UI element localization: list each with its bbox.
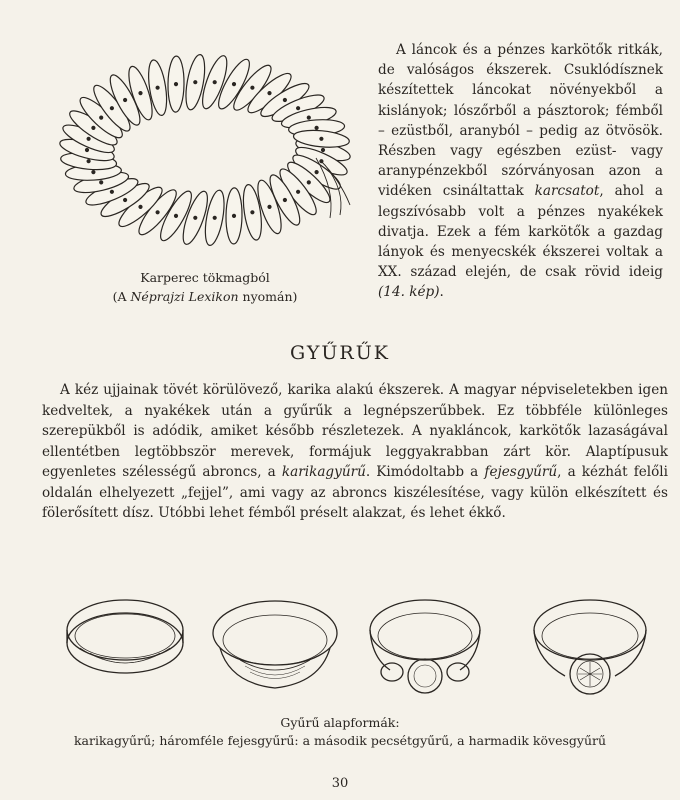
string-hole (100, 116, 103, 119)
string-hole (87, 137, 90, 140)
bracelet-caption-line2 (90, 287, 320, 306)
string-hole (233, 214, 236, 217)
bracelet-text-end: . (439, 284, 444, 301)
rings-paragraph (42, 380, 668, 524)
string-hole (124, 199, 127, 202)
string-hole (124, 99, 127, 102)
rings-text-2: . Kimódoltabb a (365, 464, 485, 480)
string-hole (92, 171, 95, 174)
rings-text-1: A kéz ujjainak tövét körülövező, karika alakú ékszerek. A magyar népviseletekben igen kedveltek, a nyakékek után a gyűrűk a legnépszerűbbek. Ez többféle különleges szerepükből is adódik, amiket később részletezek. A nyakláncok, karkötők lazaságával ellentétben legtöbbször merevek, formájuk leggyakrabban zárt kör. Alaptípusuk egyenletes szélességű abroncs, a (42, 382, 668, 480)
rings-text-3: , a kézhát felőli oldalán elhelyezett „fejjel”, ami vagy az abroncs kiszélesítése, vagy külön elkészített és fölerősített dísz. Utóbbi lehet fémből préselt alakzat, és lehet ékkő. (42, 464, 668, 521)
string-hole (315, 126, 318, 129)
string-hole (139, 92, 142, 95)
string-hole (268, 92, 271, 95)
plain-ring-drawing (67, 600, 183, 673)
rings-caption-line2: karikagyűrű; háromféle fejesgyűrű: a második pecsétgyűrű, a harmadik kövesgyűrű (73, 733, 607, 748)
string-hole (251, 86, 254, 89)
string-hole (233, 83, 236, 86)
string-hole (110, 107, 113, 110)
rings-caption (0, 714, 680, 750)
bracelet-caption-close: nyomán) (238, 289, 298, 304)
string-hole (156, 86, 159, 89)
string-hole (251, 211, 254, 214)
string-hole (92, 126, 95, 129)
string-hole (194, 216, 197, 219)
string-hole (194, 81, 197, 84)
string-hole (297, 190, 300, 193)
bracelet-text-2: , ahol a legszívósabb volt a pénzes nyakékek divatja. Ezek a fém karkötők a gazdag lányok és menyecskék ékszerei voltak a XX. század elején, de csak rövid ideig (378, 183, 663, 281)
bracelet-caption-open: (A (112, 289, 131, 304)
bracelet-caption-source: Néprajzi Lexikon (130, 289, 239, 304)
string-hole (213, 81, 216, 84)
string-hole (283, 99, 286, 102)
widened-head-ring-drawing (213, 601, 337, 688)
rings-caption-line1: Gyűrű alapformák: (280, 715, 400, 730)
string-hole (110, 190, 113, 193)
string-hole (268, 205, 271, 208)
page-number: 30 (331, 776, 349, 791)
bracelet-text-1: A láncok és a pénzes karkötők ritkák, de valóságos ékszerek. Csuklódísznek készítettek láncokat növényekből a kislányok; lószőrből a pásztorok; fémből – ezüstből, aranyból – pedig az ötvösök. Részben vagy egészben ezüst- vagy aranypénzekből szórványosan azon a vidéken csináltattak (378, 42, 663, 200)
bracelet-caption-line1: Karperec tökmagból (140, 270, 270, 285)
section-title: GYŰRŰK (290, 342, 390, 364)
string-hole (87, 160, 90, 163)
string-hole (322, 149, 325, 152)
string-hole (320, 137, 323, 140)
string-hole (86, 149, 89, 152)
string-hole (100, 181, 103, 184)
ring-types-illustration (60, 588, 670, 708)
bracelet-term-karcsat: karcsatot (534, 183, 600, 200)
term-karikagyuru: karikagyűrű (281, 464, 366, 480)
string-hole (297, 107, 300, 110)
string-hole (315, 171, 318, 174)
string-hole (213, 216, 216, 219)
image-reference: (14. kép) (378, 284, 440, 301)
pumpkin-seed-bracelet-illustration (40, 40, 370, 265)
signet-ring-drawing (370, 600, 480, 693)
string-hole (307, 116, 310, 119)
stone-ring-drawing (534, 600, 646, 694)
string-hole (307, 181, 310, 184)
string-hole (283, 199, 286, 202)
string-hole (139, 205, 142, 208)
term-fejesgyuru: fejesgyűrű (484, 464, 558, 480)
bracelet-paragraph (378, 40, 663, 303)
bracelet-caption (90, 268, 320, 306)
string-hole (175, 83, 178, 86)
string-hole (156, 211, 159, 214)
string-hole (175, 214, 178, 217)
